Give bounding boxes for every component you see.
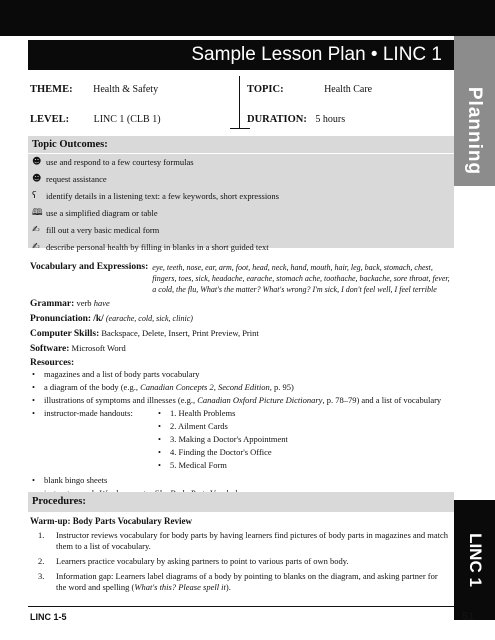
side-tab-planning <box>454 76 495 186</box>
level-row <box>30 114 161 125</box>
outcome-item: 🕮 use a simplified diagram or table <box>28 205 454 222</box>
vocabulary-row <box>30 262 450 295</box>
pencil-icon: ✍ <box>32 225 40 235</box>
footer-divider <box>28 606 454 607</box>
topic-outcomes <box>28 136 454 252</box>
procedures-heading: Procedures: <box>28 492 454 512</box>
divider-vertical <box>239 76 240 128</box>
pronunciation-label: Pronunciation: <box>30 314 92 324</box>
handouts <box>44 408 450 473</box>
header-band <box>0 0 495 36</box>
outcome-item: ✍ fill out a very basic medical form <box>28 222 454 239</box>
resources-label: Resources: <box>30 358 75 368</box>
resources-list <box>32 369 450 499</box>
software-text: Microsoft Word <box>71 343 126 353</box>
step-item: 2. Learners practice vocabulary by asking partners to point to various parts of own body. <box>38 556 349 566</box>
step-item: 1. Instructor reviews vocabulary for body parts by having learners find pictures of body parts in magazines and match them to a list of vocabulary. <box>38 530 449 551</box>
lesson-details <box>30 262 450 502</box>
vocabulary-label: Vocabulary and Expressions: <box>30 262 149 272</box>
book-icon: 🕮 <box>32 208 43 218</box>
handout-item: • 1. Health Problems <box>158 408 288 419</box>
outcome-item: ✍ describe personal health by filling in blanks in a short guided text <box>28 239 454 256</box>
topic-label: TOPIC: <box>247 84 284 95</box>
pencil-icon: ✍ <box>32 242 40 252</box>
computer-skills-text: Backspace, Delete, Insert, Print Preview, Print <box>101 328 259 338</box>
grammar-italic: have <box>93 298 110 308</box>
listening-icon: ʕ <box>32 191 37 201</box>
side-tab-linc-label: LINC 1 <box>465 533 485 587</box>
vocabulary-text: eye, teeth, nose, ear, arm, foot, head, neck, hand, mouth, hair, leg, back, stomach, chest, fingers, toes, sick, headache, earache, stomach ache, toothache, backache, sore throat, fever, a cold, the flu, What's the matter? What's wrong? I'm sick, I don't feel well, I feel terrible <box>152 263 450 294</box>
level-value: LINC 1 (CLB 1) <box>93 114 161 125</box>
level-label: LEVEL: <box>30 114 70 125</box>
list-item: • a diagram of the body (e.g., Canadian Concepts 2, Second Edition, p. 95) <box>32 382 450 393</box>
procedure-steps <box>30 530 450 597</box>
computer-skills-row <box>30 328 450 340</box>
theme-row <box>30 84 158 95</box>
grammar-label: Grammar: <box>30 299 75 309</box>
page-title: Sample Lesson Plan • LINC 1 <box>28 40 454 70</box>
handouts-list <box>158 408 288 473</box>
warmup-heading: Warm-up: Body Parts Vocabulary Review <box>30 516 192 526</box>
speaking-icon: ☻ <box>32 157 42 167</box>
handout-item: • 2. Ailment Cards <box>158 421 288 432</box>
pronunciation-row <box>30 313 450 325</box>
list-item: • blank bingo sheets <box>32 475 450 486</box>
grammar-text: verb <box>76 298 92 308</box>
side-tab-planning-label: Planning <box>464 86 486 176</box>
pronunciation-examples: (earache, cold, sick, clinic) <box>105 314 193 323</box>
software-row <box>30 343 450 355</box>
step-item: 3. Information gap: Learners label diagrams of a body by pointing to blanks on the diagram, and asking partner for the word and spelling (What's this? Please spell it). <box>38 571 438 592</box>
side-tab-linc <box>454 500 495 620</box>
speaking-icon: ☻ <box>32 174 42 184</box>
software-label: Software: <box>30 344 70 354</box>
computer-skills-label: Computer Skills: <box>30 329 100 339</box>
pronunciation-sound: /k/ <box>93 314 104 324</box>
handout-item: • 5. Medical Form <box>158 460 288 471</box>
outcome-item: ʕ identify details in a listening text: a few keywords, short expressions <box>28 188 454 205</box>
duration-label: DURATION: <box>247 114 307 125</box>
theme-label: THEME: <box>30 84 73 95</box>
outcomes-heading: Topic Outcomes: <box>28 136 454 154</box>
divider-tick <box>230 128 250 129</box>
outcome-item: ☻ request assistance <box>28 171 454 188</box>
theme-value: Health & Safety <box>93 84 159 95</box>
topic-row <box>247 84 372 95</box>
topic-value: Health Care <box>324 84 373 95</box>
list-item <box>32 408 450 473</box>
handouts-label: • instructor-made handouts: <box>44 408 133 418</box>
list-item: • magazines and a list of body parts vocabulary <box>32 369 450 380</box>
handout-item: • 4. Finding the Doctor's Office <box>158 447 288 458</box>
grammar-row <box>30 298 450 310</box>
duration-row <box>247 114 345 125</box>
duration-value: 5 hours <box>315 114 346 125</box>
list-item: • illustrations of symptoms and illnesses (e.g., Canadian Oxford Picture Dictionary, p. 78–79) and a list of vocabulary <box>32 395 450 406</box>
outcome-item: ☻ use and respond to a few courtesy formulas <box>28 154 454 171</box>
resources-section <box>30 358 450 499</box>
handout-item: • 3. Making a Doctor's Appointment <box>158 434 288 445</box>
footer-section-label: LINC 1-5 <box>30 612 67 622</box>
page-number: 51 <box>462 611 475 623</box>
